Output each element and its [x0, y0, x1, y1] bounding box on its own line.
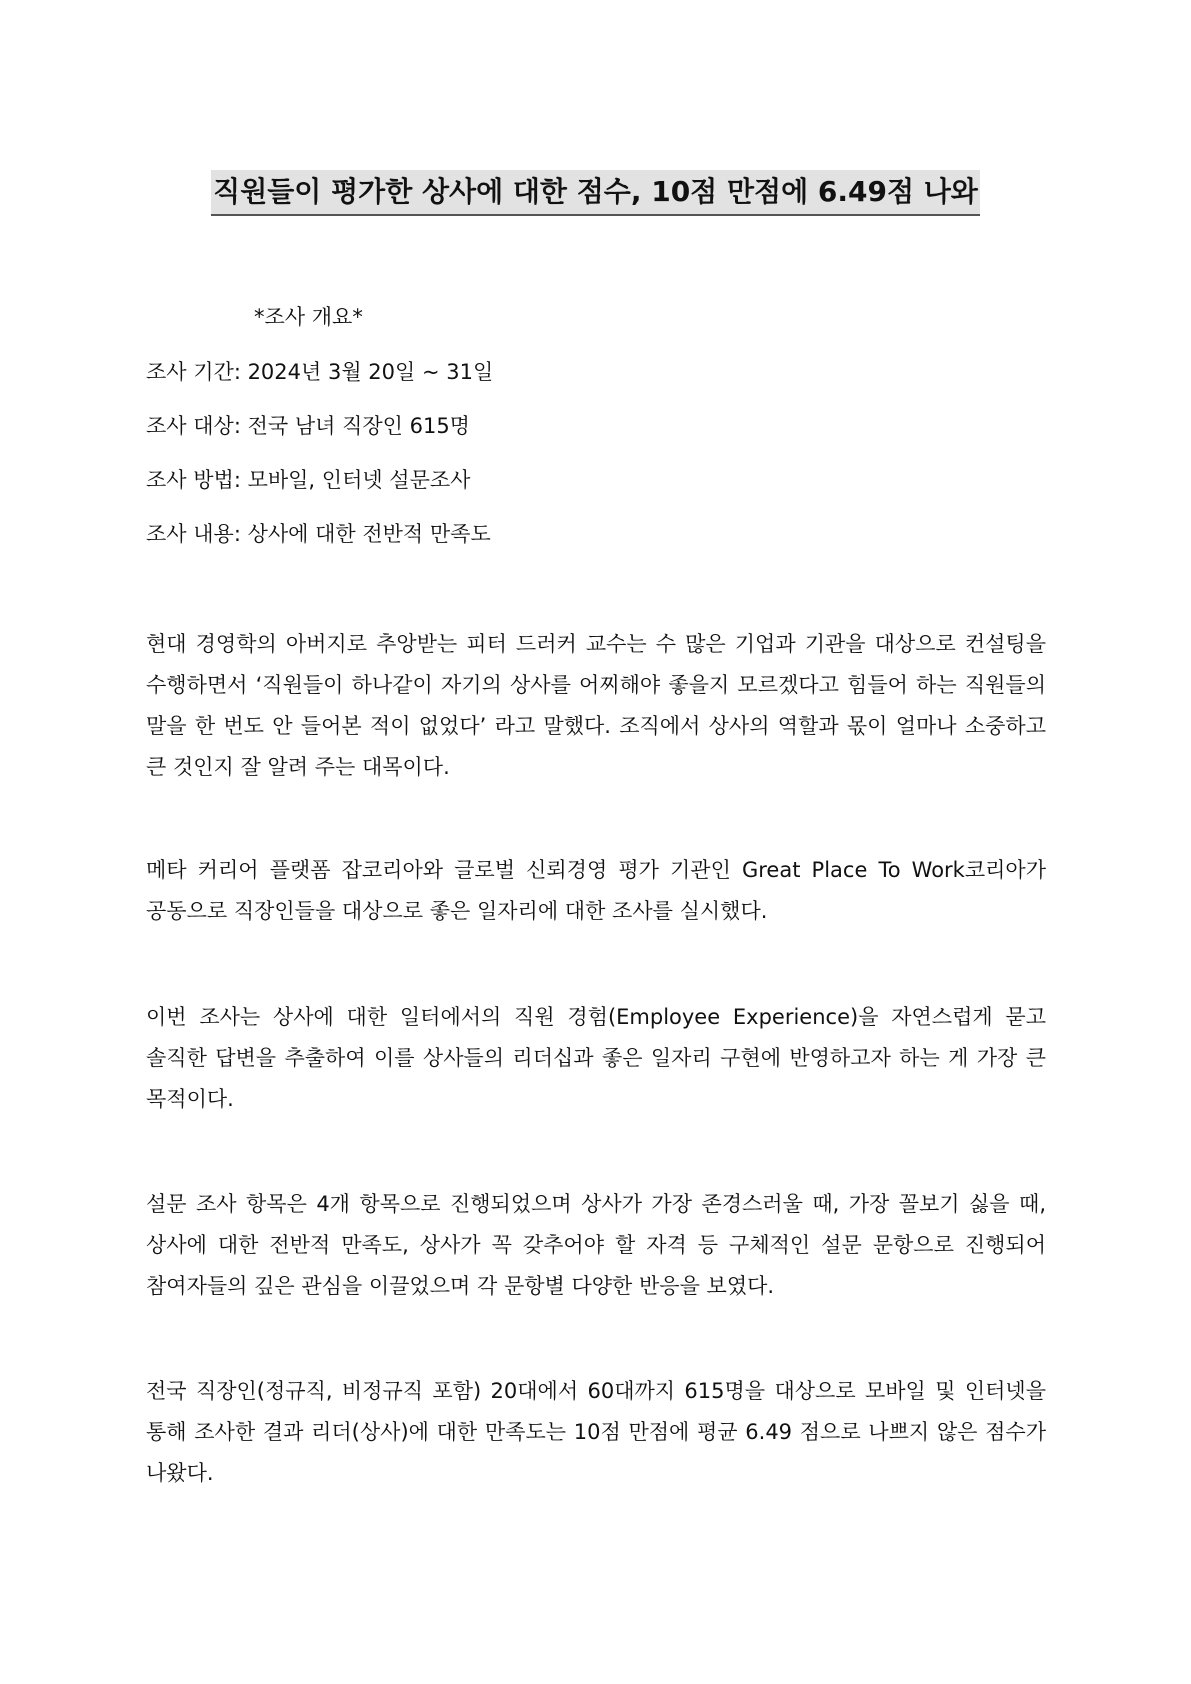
- overview-item-target: 조사 대상: 전국 남녀 직장인 615명: [146, 414, 470, 438]
- paragraph-survey-result: 전국 직장인(정규직, 비정규직 포함) 20대에서 60대까지 615명을 대상으로 모바일 및 인터넷을 통해 조사한 결과 리더(상사)에 대한 만족도는 10점 만점에 평균 6.49 점으로 나쁘지 않은 점수가 나왔다.: [146, 1379, 1046, 1485]
- overview-item-method: 조사 방법: 모바일, 인터넷 설문조사: [146, 468, 471, 492]
- overview-item-content: 조사 내용: 상사에 대한 전반적 만족도: [146, 522, 491, 546]
- title-container: [0, 170, 1191, 216]
- overview-list: [146, 358, 493, 574]
- paragraph-drucker: 현대 경영학의 아버지로 추앙받는 피터 드러커 교수는 수 많은 기업과 기관을 대상으로 컨설팅을 수행하면서 ‘직원들이 하나같이 자기의 상사를 어찌해야 좋을지 모르겠다고 힘들어 하는 직원들의 말을 한 번도 안 들어본 적이 없었다’ 라고 말했다. 조직에서 상사의 역할과 몫이 얼마나 소중하고 큰 것인지 잘 알려 주는 대목이다.: [146, 632, 1046, 779]
- overview-item-period: 조사 기간: 2024년 3월 20일 ~ 31일: [146, 360, 494, 384]
- paragraph-survey-partners: 메타 커리어 플랫폼 잡코리아와 글로벌 신뢰경영 평가 기관인 Great Place To Work코리아가 공동으로 직장인들을 대상으로 좋은 일자리에 대한 조사를 실시했다.: [146, 858, 1046, 923]
- overview-heading: *조사 개요*: [254, 305, 363, 329]
- paragraph-survey-purpose: 이번 조사는 상사에 대한 일터에서의 직원 경험(Employee Experience)을 자연스럽게 묻고 솔직한 답변을 추출하여 이를 상사들의 리더십과 좋은 일자리 구현에 반영하고자 하는 게 가장 큰 목적이다.: [146, 1005, 1046, 1111]
- paragraph-survey-items: 설문 조사 항목은 4개 항목으로 진행되었으며 상사가 가장 존경스러울 때, 가장 꼴보기 싫을 때, 상사에 대한 전반적 만족도, 상사가 꼭 갖추어야 할 자격 등 구체적인 설문 문항으로 진행되어 참여자들의 깊은 관심을 이끌었으며 각 문항별 다양한 반응을 보였다.: [146, 1192, 1046, 1298]
- document-title: 직원들이 평가한 상사에 대한 점수, 10점 만점에 6.49점 나와: [211, 170, 980, 216]
